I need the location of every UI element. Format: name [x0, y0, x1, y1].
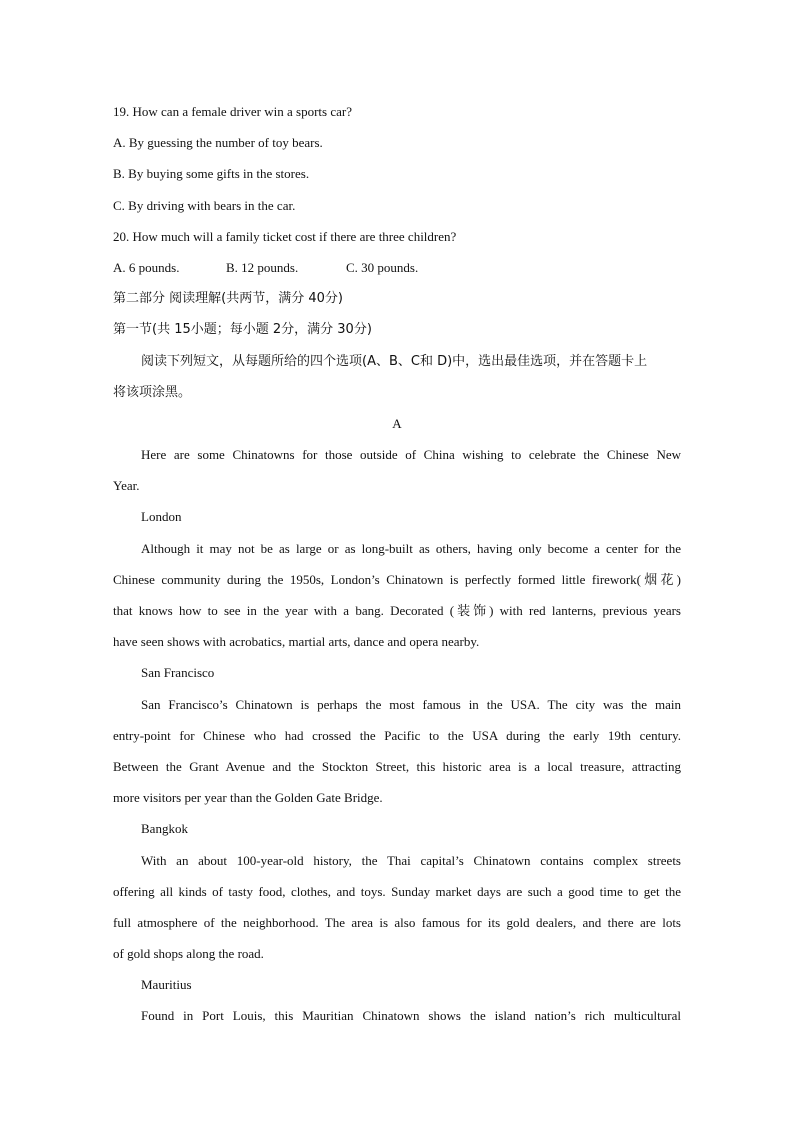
question-20-option-a: A. 6 pounds.: [113, 259, 180, 275]
san-francisco-line-4: more visitors per year than the Golden Gate Bridge.: [113, 790, 383, 806]
london-line-4: have seen shows with acrobatics, martial arts, dance and opera nearby.: [113, 634, 480, 650]
bangkok-heading: Bangkok: [141, 821, 188, 837]
question-19-option-c: C. By driving with bears in the car.: [113, 197, 296, 213]
london-line-1: Although it may not be as large or as long-built as others, having only become a center for the: [141, 540, 681, 556]
london-line-2: Chinese community during the 1950s, London’s Chinatown is perfectly formed little firework(烟花): [113, 571, 681, 587]
exam-page: [113, 96, 681, 1032]
bangkok-line-3: full atmosphere of the neighborhood. The area is also famous for its gold dealers, and there are lots: [113, 914, 681, 930]
london-heading: London: [141, 509, 182, 525]
passage-intro-line-2: Year.: [113, 478, 140, 494]
san-francisco-line-1: San Francisco’s Chinatown is perhaps the most famous in the USA. The city was the main: [141, 696, 681, 712]
mauritius-line-1: Found in Port Louis, this Mauritian Chinatown shows the island nation’s rich multicultural: [141, 1008, 681, 1024]
passage-label: A: [392, 415, 402, 431]
san-francisco-heading: San Francisco: [141, 665, 215, 681]
bangkok-line-2: offering all kinds of tasty food, clothes, and toys. Sunday market days are such a good time to get the: [113, 883, 681, 899]
instruction-line-2: 将该项涂黑。: [113, 384, 192, 400]
question-19-option-b: B. By buying some gifts in the stores.: [113, 166, 310, 182]
london-line-3: that knows how to see in the year with a bang. Decorated (装饰) with red lanterns, previous years: [113, 603, 681, 618]
section1-title: 第一节(共 15小题；每小题 2分，满分 30分): [113, 322, 372, 338]
question-20-option-c: C. 30 pounds.: [346, 259, 419, 275]
san-francisco-line-3: Between the Grant Avenue and the Stockton Street, this historic area is a local treasure, attracting: [113, 758, 681, 774]
bangkok-line-4: of gold shops along the road.: [113, 946, 264, 962]
part2-title: 第二部分 阅读理解(共两节，满分 40分): [113, 291, 343, 307]
instruction-line-1: 阅读下列短文，从每题所给的四个选项(A、B、C和 D)中，选出最佳选项，并在答题卡上: [141, 353, 648, 369]
mauritius-heading: Mauritius: [141, 977, 192, 993]
question-20-option-b: B. 12 pounds.: [226, 259, 299, 275]
question-20-stem: 20. How much will a family ticket cost if there are three children?: [113, 228, 457, 244]
bangkok-line-1: With an about 100-year-old history, the Thai capital’s Chinatown contains complex streets: [141, 852, 681, 868]
question-20-options: [113, 252, 681, 283]
san-francisco-line-2: entry-point for Chinese who had crossed the Pacific to the USA during the early 19th century.: [113, 727, 681, 743]
passage-intro-line-1: Here are some Chinatowns for those outside of China wishing to celebrate the Chinese New: [141, 447, 681, 463]
question-19-option-a: A. By guessing the number of toy bears.: [113, 135, 323, 151]
question-19-stem: 19. How can a female driver win a sports car?: [113, 104, 352, 119]
